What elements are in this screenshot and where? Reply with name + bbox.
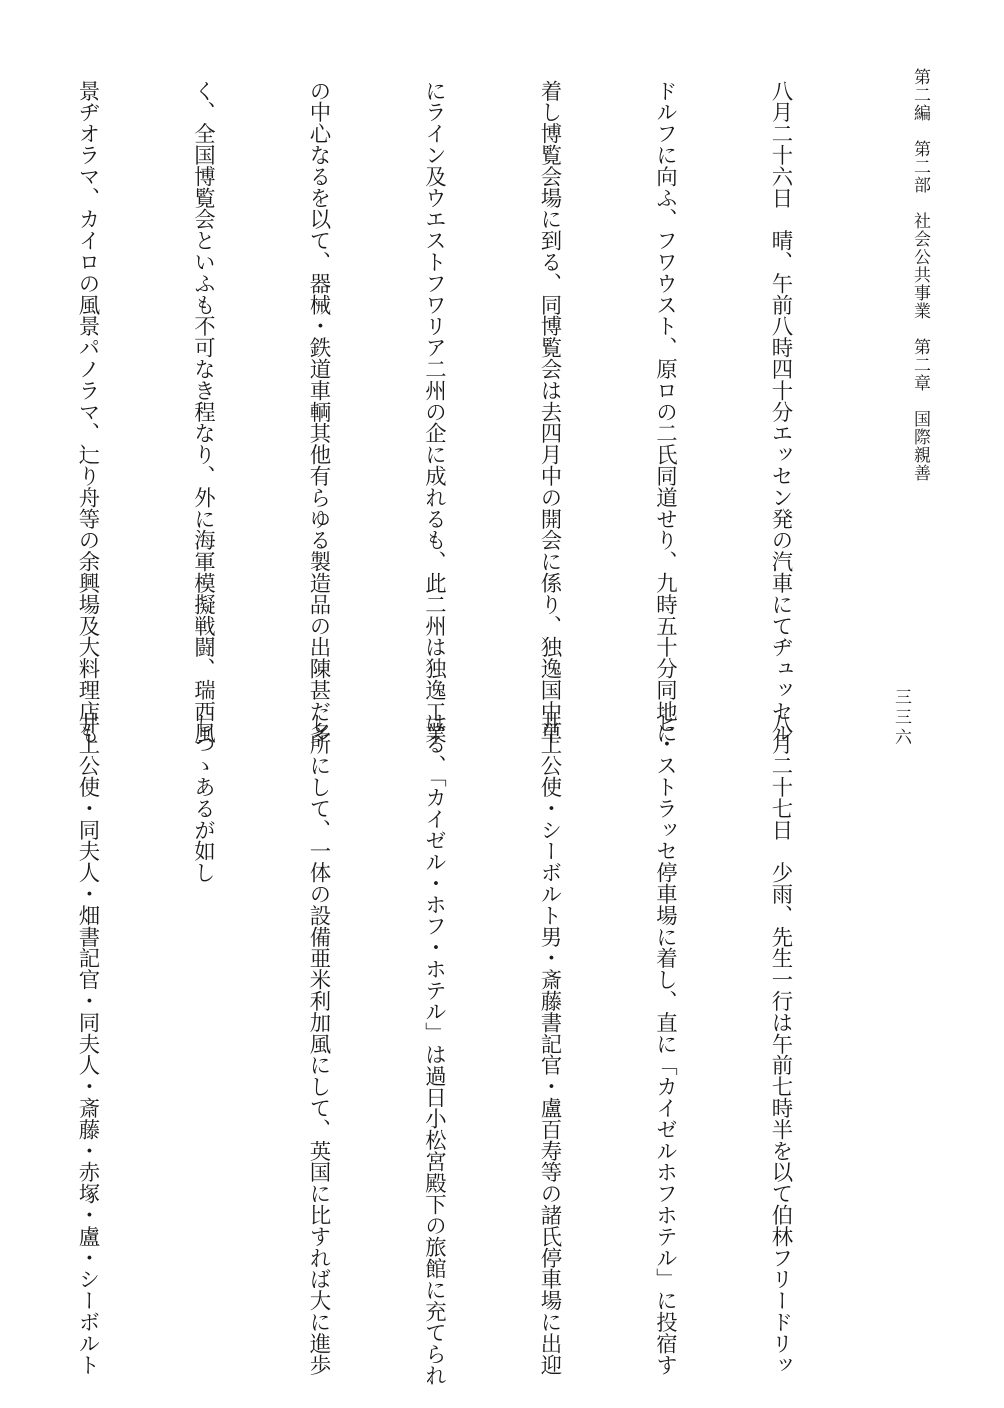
text-line: の中心なるを以て、器械・鉄道車輌其他有らゆる製造品の出陳甚だ多 — [306, 80, 331, 744]
running-head: 第二編 第二部 社会公共事業 第二章 国際親善 — [910, 68, 930, 482]
text-line: 八月二十六日 晴、午前八時四十分エッセン発の汽車にてヂュッセル — [768, 80, 793, 744]
text-line: ヒ・ストラッセ停車場に着し、直に「カイゼルホフホテル」に投宿す — [652, 712, 678, 1376]
text-line: く、全国博覧会といふも不可なき程なり、外に海軍模擬戦闘、瑞西風 — [190, 80, 216, 744]
text-line: 着し博覧会場に到る、同博覧会は去四月中の開会に係り、独逸国中単 — [537, 80, 562, 744]
text-line: はる、「カイゼル・ホフ・ホテル」は過日小松宮殿下の旅館に充てられ — [421, 712, 447, 1387]
text-line: 八月二十七日 少雨、先生一行は午前七時半を以て伯林フリードリッ — [768, 712, 793, 1376]
text-line: し所にして、一体の設備亜米利加風にして、英国に比すれば大に進歩 — [306, 712, 331, 1376]
text-line: 井上公使・シーボルト男・斎藤書記官・盧百寿等の諸氏停車場に出迎 — [537, 712, 562, 1376]
text-line: ドルフに向ふ、フワウスト、原ロの二氏同道せり、九時五十分同地に — [652, 80, 678, 744]
text-line: にライン及ウエストフワリア二州の企に成れるも、此二州は独逸工業 — [421, 80, 447, 744]
upper-text-section — [66, 80, 876, 744]
text-line: 井上公使・同夫人・畑書記官・同夫人・斎藤・赤塚・盧・シーボルト — [75, 712, 100, 1376]
text-line: しつゝあるが如し — [190, 712, 216, 884]
lower-text-section — [66, 712, 876, 1387]
text-line: 景ヂオラマ、カイロの風景パノラマ、辷り舟等の余興場及大料理店も — [75, 80, 100, 744]
page-number: 三三六 — [891, 688, 911, 748]
